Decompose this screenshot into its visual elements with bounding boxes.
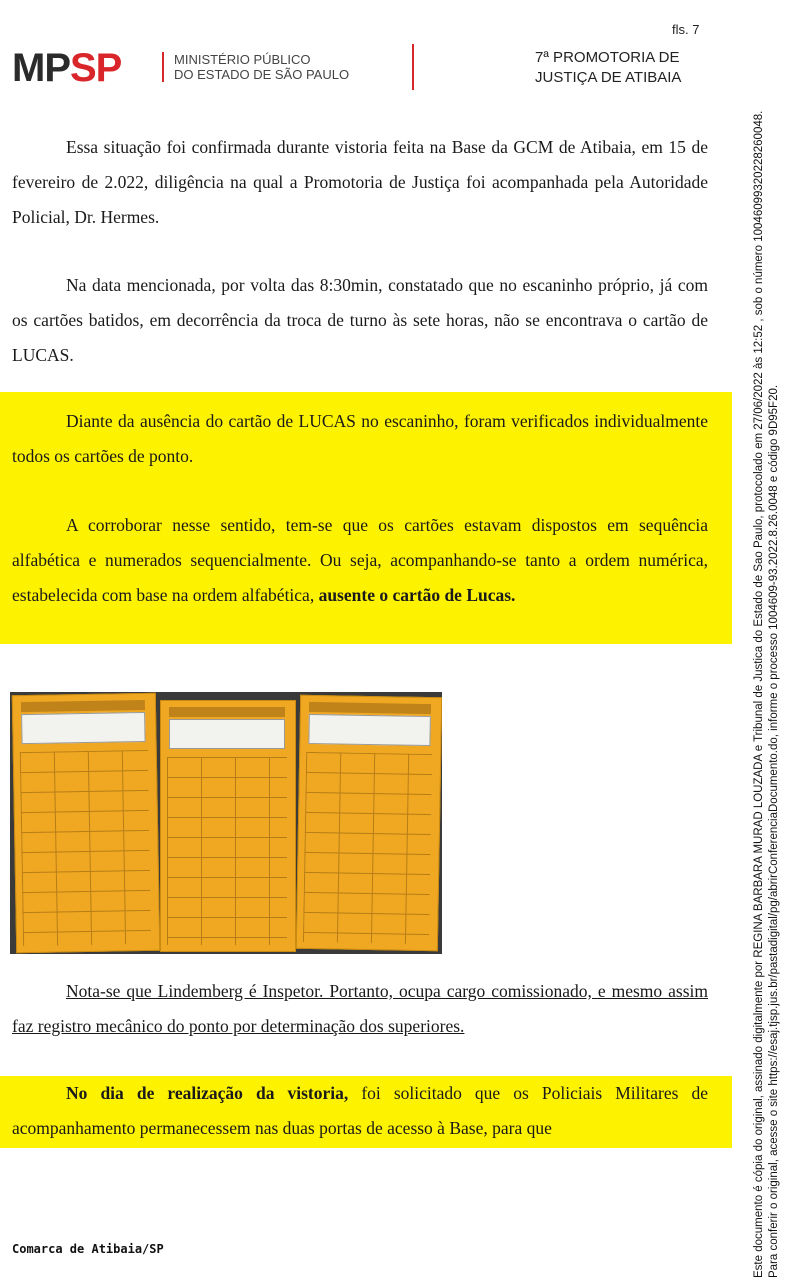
logo-sp: SP <box>70 46 122 90</box>
logo-mp: MP <box>12 46 70 90</box>
promotoria-title <box>535 48 681 88</box>
org-line1: MINISTÉRIO PÚBLICO <box>174 52 311 67</box>
paragraph-6-bold: No dia de realização da vistoria, <box>66 1083 349 1103</box>
paragraph-6-text: foi solicitado que os Policiais Militares de acompanhamento permanecessem nas duas portas de acesso à Base, para que <box>12 1083 708 1138</box>
signature-line1: Este documento é cópia do original, assinado digitalmente por REGINA BARBARA MURAD LOUZADA e Tribunal de Justica do Estado de Sao Paulo, protocolado em 27/06/2022 às 12:52 , sob o número 10046099320228260048. <box>753 110 765 1278</box>
time-card-1 <box>12 693 160 953</box>
paragraph-4-text: A corroborar nesse sentido, tem-se que os cartões estavam dispostos em sequência alfabética e numerados sequencialmente. Ou seja, acompanhando-se tanto a ordem numérica, estabelecida com base na ordem alfabética, <box>12 515 708 605</box>
signature-line2: Para conferir o original, acesse o site https://esaj.tjsp.jus.br/pastadigital/pg/abrirConferenciaDocumento.do, informe o processo 1004609-93.2022.8.26.0048 e código 9D95F20. <box>768 384 780 1278</box>
time-card-3 <box>296 695 442 951</box>
paragraph-4 <box>12 508 708 613</box>
footer-comarca: Comarca de Atibaia/SP <box>12 1242 164 1256</box>
paragraph-6 <box>12 1076 708 1146</box>
paragraph-5 <box>12 974 708 1044</box>
mpsp-logo <box>12 48 121 88</box>
time-card-2 <box>160 700 296 952</box>
promotoria-line2: JUSTIÇA DE ATIBAIA <box>535 69 682 86</box>
page-number: fls. 7 <box>672 22 700 37</box>
paragraph-1: Essa situação foi confirmada durante vistoria feita na Base da GCM de Atibaia, em 15 de fevereiro de 2.022, diligência na qual a Promotoria de Justiça foi acompanhada pela Autoridade Policial, Dr. Hermes. <box>12 137 708 227</box>
paragraph-3: Diante da ausência do cartão de LUCAS no escaninho, foram verificados individualmente todos os cartões de ponto. <box>12 411 708 466</box>
org-line2: DO ESTADO DE SÃO PAULO <box>174 67 350 82</box>
paragraph-2: Na data mencionada, por volta das 8:30min, constatado que no escaninho próprio, já com os cartões batidos, em decorrência da troca de turno às sete horas, não se encontrava o cartão de LUCAS. <box>12 275 708 365</box>
promotoria-line1: 7ª PROMOTORIA DE <box>535 49 680 66</box>
paragraph-4-bold: ausente o cartão de Lucas. <box>318 585 516 605</box>
header-divider <box>412 44 414 90</box>
digital-signature-notice <box>752 8 782 1278</box>
paragraph-5-underlined: Nota-se que Lindemberg é Inspetor. Portanto, ocupa cargo comissionado, e mesmo assim faz registro mecânico do ponto por determinação dos superiores. <box>12 981 708 1036</box>
org-name <box>162 52 349 82</box>
time-cards-photo <box>10 692 442 954</box>
